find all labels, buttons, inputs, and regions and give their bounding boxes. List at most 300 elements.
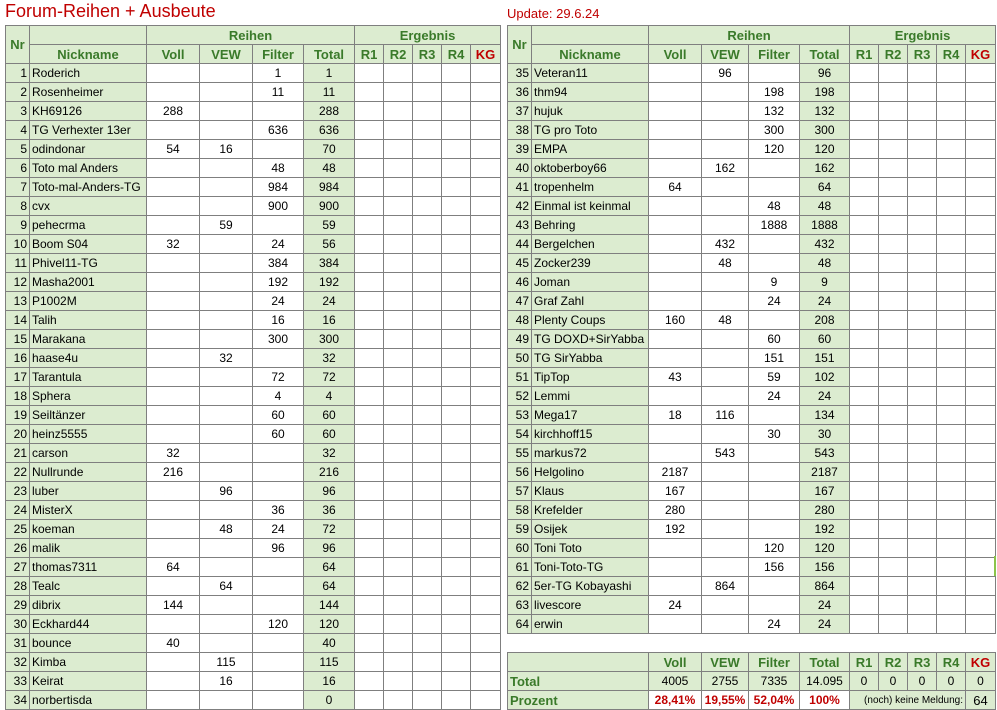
- r2-cell[interactable]: [384, 349, 413, 368]
- total-cell[interactable]: 384: [304, 254, 355, 273]
- r3-cell[interactable]: [413, 178, 442, 197]
- filter-cell[interactable]: [749, 577, 800, 596]
- total-cell[interactable]: 115: [304, 653, 355, 672]
- voll-cell[interactable]: 32: [147, 444, 200, 463]
- nickname-cell[interactable]: 5er-TG Kobayashi: [532, 577, 649, 596]
- row-nr-cell[interactable]: 8: [6, 197, 30, 216]
- col-vew-header[interactable]: VEW: [702, 45, 749, 64]
- filter-cell[interactable]: [253, 482, 304, 501]
- row-nr-cell[interactable]: 6: [6, 159, 30, 178]
- nickname-cell[interactable]: koeman: [30, 520, 147, 539]
- voll-cell[interactable]: [649, 577, 702, 596]
- r1-cell[interactable]: [850, 235, 879, 254]
- r2-cell[interactable]: [879, 387, 908, 406]
- row-nr-cell[interactable]: 30: [6, 615, 30, 634]
- r2-cell[interactable]: [879, 178, 908, 197]
- nickname-cell[interactable]: Masha2001: [30, 273, 147, 292]
- vew-cell[interactable]: [200, 596, 253, 615]
- vew-cell[interactable]: [702, 197, 749, 216]
- col-r2-header[interactable]: R2: [879, 45, 908, 64]
- r3-cell[interactable]: [413, 539, 442, 558]
- total-cell[interactable]: 64: [800, 178, 850, 197]
- r2-cell[interactable]: [384, 273, 413, 292]
- kg-cell[interactable]: [966, 64, 996, 83]
- r4-cell[interactable]: [442, 406, 471, 425]
- row-nr-cell[interactable]: 60: [508, 539, 532, 558]
- total-cell[interactable]: 120: [800, 539, 850, 558]
- total-cell[interactable]: 102: [800, 368, 850, 387]
- row-nr-cell[interactable]: 51: [508, 368, 532, 387]
- vew-cell[interactable]: 162: [702, 159, 749, 178]
- r3-cell[interactable]: [908, 330, 937, 349]
- col-filter-header[interactable]: Filter: [253, 45, 304, 64]
- kg-cell[interactable]: [471, 520, 501, 539]
- total-cell[interactable]: 48: [800, 197, 850, 216]
- nickname-cell[interactable]: haase4u: [30, 349, 147, 368]
- kg-cell[interactable]: [966, 558, 996, 577]
- summary-r4-total[interactable]: 0: [937, 672, 966, 691]
- kg-cell[interactable]: [471, 406, 501, 425]
- vew-cell[interactable]: [200, 368, 253, 387]
- nickname-cell[interactable]: Marakana: [30, 330, 147, 349]
- row-nr-cell[interactable]: 36: [508, 83, 532, 102]
- nickname-cell[interactable]: Zocker239: [532, 254, 649, 273]
- r2-cell[interactable]: [384, 83, 413, 102]
- nickname-cell[interactable]: heinz5555: [30, 425, 147, 444]
- r1-cell[interactable]: [355, 273, 384, 292]
- total-cell[interactable]: 16: [304, 672, 355, 691]
- r1-cell[interactable]: [355, 634, 384, 653]
- voll-cell[interactable]: [147, 672, 200, 691]
- filter-cell[interactable]: 1: [253, 64, 304, 83]
- vew-cell[interactable]: 543: [702, 444, 749, 463]
- col-r1-header[interactable]: R1: [850, 45, 879, 64]
- total-cell[interactable]: 30: [800, 425, 850, 444]
- total-cell[interactable]: 24: [304, 292, 355, 311]
- col-voll-header[interactable]: Voll: [649, 45, 702, 64]
- r4-cell[interactable]: [442, 235, 471, 254]
- r4-cell[interactable]: [442, 387, 471, 406]
- r1-cell[interactable]: [850, 311, 879, 330]
- kg-cell[interactable]: [966, 83, 996, 102]
- nickname-cell[interactable]: Toto-mal-Anders-TG: [30, 178, 147, 197]
- filter-cell[interactable]: 60: [253, 425, 304, 444]
- kg-cell[interactable]: [471, 482, 501, 501]
- kg-cell[interactable]: [966, 406, 996, 425]
- r3-cell[interactable]: [413, 558, 442, 577]
- nickname-cell[interactable]: Joman: [532, 273, 649, 292]
- vew-cell[interactable]: [200, 463, 253, 482]
- r3-cell[interactable]: [908, 254, 937, 273]
- row-nr-cell[interactable]: 42: [508, 197, 532, 216]
- r2-cell[interactable]: [879, 121, 908, 140]
- r1-cell[interactable]: [355, 102, 384, 121]
- r3-cell[interactable]: [413, 216, 442, 235]
- row-nr-cell[interactable]: 63: [508, 596, 532, 615]
- r3-cell[interactable]: [908, 444, 937, 463]
- nickname-cell[interactable]: Rosenheimer: [30, 83, 147, 102]
- r3-cell[interactable]: [908, 596, 937, 615]
- filter-cell[interactable]: 30: [749, 425, 800, 444]
- total-cell[interactable]: 48: [800, 254, 850, 273]
- r4-cell[interactable]: [937, 577, 966, 596]
- r2-cell[interactable]: [879, 292, 908, 311]
- kg-cell[interactable]: [966, 349, 996, 368]
- kg-cell[interactable]: [966, 539, 996, 558]
- row-nr-cell[interactable]: 11: [6, 254, 30, 273]
- filter-cell[interactable]: [253, 596, 304, 615]
- r3-cell[interactable]: [908, 216, 937, 235]
- r4-cell[interactable]: [442, 691, 471, 710]
- r4-cell[interactable]: [937, 406, 966, 425]
- nickname-cell[interactable]: Phivel11-TG: [30, 254, 147, 273]
- row-nr-cell[interactable]: 10: [6, 235, 30, 254]
- nickname-cell[interactable]: Plenty Coups: [532, 311, 649, 330]
- nickname-cell[interactable]: thomas7311: [30, 558, 147, 577]
- row-nr-cell[interactable]: 12: [6, 273, 30, 292]
- total-cell[interactable]: 543: [800, 444, 850, 463]
- voll-cell[interactable]: 54: [147, 140, 200, 159]
- r1-cell[interactable]: [850, 64, 879, 83]
- r4-cell[interactable]: [442, 254, 471, 273]
- filter-cell[interactable]: 11: [253, 83, 304, 102]
- r1-cell[interactable]: [850, 615, 879, 634]
- kg-cell[interactable]: [966, 330, 996, 349]
- kg-cell[interactable]: [471, 425, 501, 444]
- kg-cell[interactable]: [471, 634, 501, 653]
- row-nr-cell[interactable]: 16: [6, 349, 30, 368]
- filter-cell[interactable]: 24: [749, 387, 800, 406]
- nickname-cell[interactable]: bounce: [30, 634, 147, 653]
- filter-cell[interactable]: 59: [749, 368, 800, 387]
- filter-cell[interactable]: [253, 691, 304, 710]
- row-nr-cell[interactable]: 4: [6, 121, 30, 140]
- filter-cell[interactable]: [253, 444, 304, 463]
- vew-cell[interactable]: [702, 83, 749, 102]
- nickname-cell[interactable]: Behring: [532, 216, 649, 235]
- r3-cell[interactable]: [908, 387, 937, 406]
- kg-cell[interactable]: [966, 387, 996, 406]
- filter-cell[interactable]: [749, 178, 800, 197]
- total-cell[interactable]: 96: [304, 482, 355, 501]
- r1-cell[interactable]: [850, 349, 879, 368]
- kg-cell[interactable]: [966, 273, 996, 292]
- nickname-cell[interactable]: P1002M: [30, 292, 147, 311]
- total-cell[interactable]: 144: [304, 596, 355, 615]
- r3-cell[interactable]: [908, 577, 937, 596]
- vew-cell[interactable]: [200, 273, 253, 292]
- kg-cell[interactable]: [471, 197, 501, 216]
- nickname-cell[interactable]: TG Verhexter 13er: [30, 121, 147, 140]
- vew-cell[interactable]: [200, 691, 253, 710]
- vew-cell[interactable]: [200, 159, 253, 178]
- r1-cell[interactable]: [850, 520, 879, 539]
- row-nr-cell[interactable]: 46: [508, 273, 532, 292]
- nickname-cell[interactable]: luber: [30, 482, 147, 501]
- voll-cell[interactable]: [649, 159, 702, 178]
- voll-cell[interactable]: [147, 311, 200, 330]
- total-cell[interactable]: 48: [304, 159, 355, 178]
- r4-cell[interactable]: [442, 216, 471, 235]
- kg-cell[interactable]: [471, 539, 501, 558]
- col-r4-header[interactable]: R4: [442, 45, 471, 64]
- r2-cell[interactable]: [879, 311, 908, 330]
- nickname-cell[interactable]: Sphera: [30, 387, 147, 406]
- voll-cell[interactable]: 18: [649, 406, 702, 425]
- r1-cell[interactable]: [355, 387, 384, 406]
- row-nr-cell[interactable]: 41: [508, 178, 532, 197]
- r3-cell[interactable]: [413, 292, 442, 311]
- voll-cell[interactable]: [147, 368, 200, 387]
- r3-cell[interactable]: [413, 482, 442, 501]
- r4-cell[interactable]: [442, 273, 471, 292]
- nickname-cell[interactable]: kirchhoff15: [532, 425, 649, 444]
- voll-cell[interactable]: [147, 425, 200, 444]
- vew-cell[interactable]: [200, 197, 253, 216]
- filter-cell[interactable]: [253, 102, 304, 121]
- vew-cell[interactable]: 864: [702, 577, 749, 596]
- col-nr-header[interactable]: Nr: [508, 26, 532, 64]
- filter-cell[interactable]: [749, 520, 800, 539]
- filter-cell[interactable]: 300: [749, 121, 800, 140]
- voll-cell[interactable]: [147, 178, 200, 197]
- nickname-cell[interactable]: TG SirYabba: [532, 349, 649, 368]
- r2-cell[interactable]: [879, 102, 908, 121]
- voll-cell[interactable]: [649, 102, 702, 121]
- kg-cell[interactable]: [966, 311, 996, 330]
- r1-cell[interactable]: [850, 102, 879, 121]
- r2-cell[interactable]: [384, 463, 413, 482]
- vew-cell[interactable]: [200, 121, 253, 140]
- row-nr-cell[interactable]: 38: [508, 121, 532, 140]
- r4-cell[interactable]: [937, 482, 966, 501]
- r4-cell[interactable]: [442, 121, 471, 140]
- r2-cell[interactable]: [879, 159, 908, 178]
- voll-cell[interactable]: [147, 501, 200, 520]
- r2-cell[interactable]: [879, 64, 908, 83]
- kg-cell[interactable]: [966, 102, 996, 121]
- row-nr-cell[interactable]: 20: [6, 425, 30, 444]
- kg-cell[interactable]: [471, 463, 501, 482]
- r1-cell[interactable]: [355, 653, 384, 672]
- summary-vew-percent[interactable]: 19,55%: [702, 691, 749, 710]
- r3-cell[interactable]: [413, 121, 442, 140]
- total-cell[interactable]: 40: [304, 634, 355, 653]
- r4-cell[interactable]: [937, 254, 966, 273]
- r4-cell[interactable]: [937, 102, 966, 121]
- nickname-cell[interactable]: tropenhelm: [532, 178, 649, 197]
- summary-grand-total[interactable]: 14.095: [800, 672, 850, 691]
- r3-cell[interactable]: [413, 349, 442, 368]
- summary-r2-header[interactable]: R2: [879, 653, 908, 672]
- r3-cell[interactable]: [908, 197, 937, 216]
- voll-cell[interactable]: [649, 349, 702, 368]
- r2-cell[interactable]: [384, 254, 413, 273]
- kg-cell[interactable]: [471, 102, 501, 121]
- vew-cell[interactable]: [702, 387, 749, 406]
- r1-cell[interactable]: [850, 159, 879, 178]
- vew-cell[interactable]: [200, 387, 253, 406]
- r4-cell[interactable]: [442, 615, 471, 634]
- total-cell[interactable]: 64: [304, 577, 355, 596]
- total-cell[interactable]: 32: [304, 349, 355, 368]
- nickname-cell[interactable]: Roderich: [30, 64, 147, 83]
- r4-cell[interactable]: [937, 425, 966, 444]
- r1-cell[interactable]: [850, 178, 879, 197]
- row-nr-cell[interactable]: 5: [6, 140, 30, 159]
- r4-cell[interactable]: [937, 558, 966, 577]
- nickname-cell[interactable]: Klaus: [532, 482, 649, 501]
- vew-cell[interactable]: 48: [702, 311, 749, 330]
- total-cell[interactable]: 156: [800, 558, 850, 577]
- r1-cell[interactable]: [850, 387, 879, 406]
- voll-cell[interactable]: [147, 653, 200, 672]
- r2-cell[interactable]: [879, 463, 908, 482]
- filter-cell[interactable]: [253, 577, 304, 596]
- kg-cell[interactable]: [966, 368, 996, 387]
- vew-cell[interactable]: [702, 102, 749, 121]
- row-nr-cell[interactable]: 49: [508, 330, 532, 349]
- r4-cell[interactable]: [442, 463, 471, 482]
- total-cell[interactable]: 192: [800, 520, 850, 539]
- total-cell[interactable]: 64: [304, 558, 355, 577]
- r3-cell[interactable]: [413, 140, 442, 159]
- r4-cell[interactable]: [442, 539, 471, 558]
- filter-cell[interactable]: [749, 64, 800, 83]
- kg-cell[interactable]: [966, 577, 996, 596]
- r3-cell[interactable]: [908, 292, 937, 311]
- vew-cell[interactable]: [200, 330, 253, 349]
- filter-cell[interactable]: 24: [749, 615, 800, 634]
- r2-cell[interactable]: [384, 102, 413, 121]
- vew-cell[interactable]: [702, 558, 749, 577]
- kg-cell[interactable]: [966, 596, 996, 615]
- row-nr-cell[interactable]: 13: [6, 292, 30, 311]
- voll-cell[interactable]: [649, 254, 702, 273]
- r3-cell[interactable]: [413, 634, 442, 653]
- kg-cell[interactable]: [471, 273, 501, 292]
- r2-cell[interactable]: [384, 311, 413, 330]
- total-cell[interactable]: 36: [304, 501, 355, 520]
- vew-cell[interactable]: 48: [200, 520, 253, 539]
- filter-cell[interactable]: 48: [253, 159, 304, 178]
- voll-cell[interactable]: 144: [147, 596, 200, 615]
- total-cell[interactable]: 1888: [800, 216, 850, 235]
- filter-cell[interactable]: 120: [253, 615, 304, 634]
- r2-cell[interactable]: [384, 159, 413, 178]
- voll-cell[interactable]: [147, 520, 200, 539]
- row-nr-cell[interactable]: 64: [508, 615, 532, 634]
- total-cell[interactable]: 2187: [800, 463, 850, 482]
- row-nr-cell[interactable]: 31: [6, 634, 30, 653]
- nickname-cell[interactable]: oktoberboy66: [532, 159, 649, 178]
- voll-cell[interactable]: [147, 330, 200, 349]
- voll-cell[interactable]: [649, 64, 702, 83]
- r2-cell[interactable]: [384, 387, 413, 406]
- voll-cell[interactable]: [649, 330, 702, 349]
- vew-cell[interactable]: 59: [200, 216, 253, 235]
- r1-cell[interactable]: [850, 197, 879, 216]
- r4-cell[interactable]: [937, 311, 966, 330]
- r1-cell[interactable]: [355, 121, 384, 140]
- row-nr-cell[interactable]: 2: [6, 83, 30, 102]
- row-nr-cell[interactable]: 28: [6, 577, 30, 596]
- nickname-cell[interactable]: Graf Zahl: [532, 292, 649, 311]
- vew-cell[interactable]: [200, 178, 253, 197]
- filter-cell[interactable]: [253, 672, 304, 691]
- vew-cell[interactable]: 64: [200, 577, 253, 596]
- voll-cell[interactable]: [147, 539, 200, 558]
- r4-cell[interactable]: [937, 64, 966, 83]
- summary-total-percent[interactable]: 100%: [800, 691, 850, 710]
- col-voll-header[interactable]: Voll: [147, 45, 200, 64]
- r2-cell[interactable]: [879, 577, 908, 596]
- filter-cell[interactable]: 16: [253, 311, 304, 330]
- vew-cell[interactable]: [200, 634, 253, 653]
- r4-cell[interactable]: [937, 330, 966, 349]
- filter-cell[interactable]: [253, 463, 304, 482]
- r3-cell[interactable]: [908, 482, 937, 501]
- r1-cell[interactable]: [355, 330, 384, 349]
- r1-cell[interactable]: [850, 140, 879, 159]
- total-cell[interactable]: 11: [304, 83, 355, 102]
- voll-cell[interactable]: 64: [147, 558, 200, 577]
- r4-cell[interactable]: [442, 349, 471, 368]
- filter-cell[interactable]: 300: [253, 330, 304, 349]
- nickname-cell[interactable]: Seiltänzer: [30, 406, 147, 425]
- vew-cell[interactable]: [702, 140, 749, 159]
- kg-cell[interactable]: [966, 482, 996, 501]
- r1-cell[interactable]: [355, 444, 384, 463]
- nickname-cell[interactable]: TG DOXD+SirYabba: [532, 330, 649, 349]
- filter-cell[interactable]: 192: [253, 273, 304, 292]
- nickname-cell[interactable]: hujuk: [532, 102, 649, 121]
- filter-cell[interactable]: [253, 216, 304, 235]
- r4-cell[interactable]: [442, 577, 471, 596]
- r2-cell[interactable]: [384, 425, 413, 444]
- col-nr-header[interactable]: Nr: [6, 26, 30, 64]
- r3-cell[interactable]: [908, 102, 937, 121]
- voll-cell[interactable]: 2187: [649, 463, 702, 482]
- r1-cell[interactable]: [850, 292, 879, 311]
- vew-cell[interactable]: [200, 425, 253, 444]
- r2-cell[interactable]: [384, 406, 413, 425]
- nickname-cell[interactable]: Tarantula: [30, 368, 147, 387]
- total-cell[interactable]: 60: [800, 330, 850, 349]
- r2-cell[interactable]: [384, 634, 413, 653]
- r4-cell[interactable]: [442, 425, 471, 444]
- r2-cell[interactable]: [384, 197, 413, 216]
- r3-cell[interactable]: [908, 311, 937, 330]
- nickname-cell[interactable]: erwin: [532, 615, 649, 634]
- r2-cell[interactable]: [384, 178, 413, 197]
- total-cell[interactable]: 70: [304, 140, 355, 159]
- row-nr-cell[interactable]: 25: [6, 520, 30, 539]
- kg-cell[interactable]: [471, 577, 501, 596]
- voll-cell[interactable]: [147, 691, 200, 710]
- filter-cell[interactable]: 156: [749, 558, 800, 577]
- r4-cell[interactable]: [937, 273, 966, 292]
- r1-cell[interactable]: [850, 577, 879, 596]
- r2-cell[interactable]: [384, 64, 413, 83]
- vew-cell[interactable]: [702, 501, 749, 520]
- nickname-cell[interactable]: MisterX: [30, 501, 147, 520]
- r4-cell[interactable]: [937, 235, 966, 254]
- nickname-cell[interactable]: pehecrma: [30, 216, 147, 235]
- r2-cell[interactable]: [384, 672, 413, 691]
- total-cell[interactable]: 984: [304, 178, 355, 197]
- r2-cell[interactable]: [879, 83, 908, 102]
